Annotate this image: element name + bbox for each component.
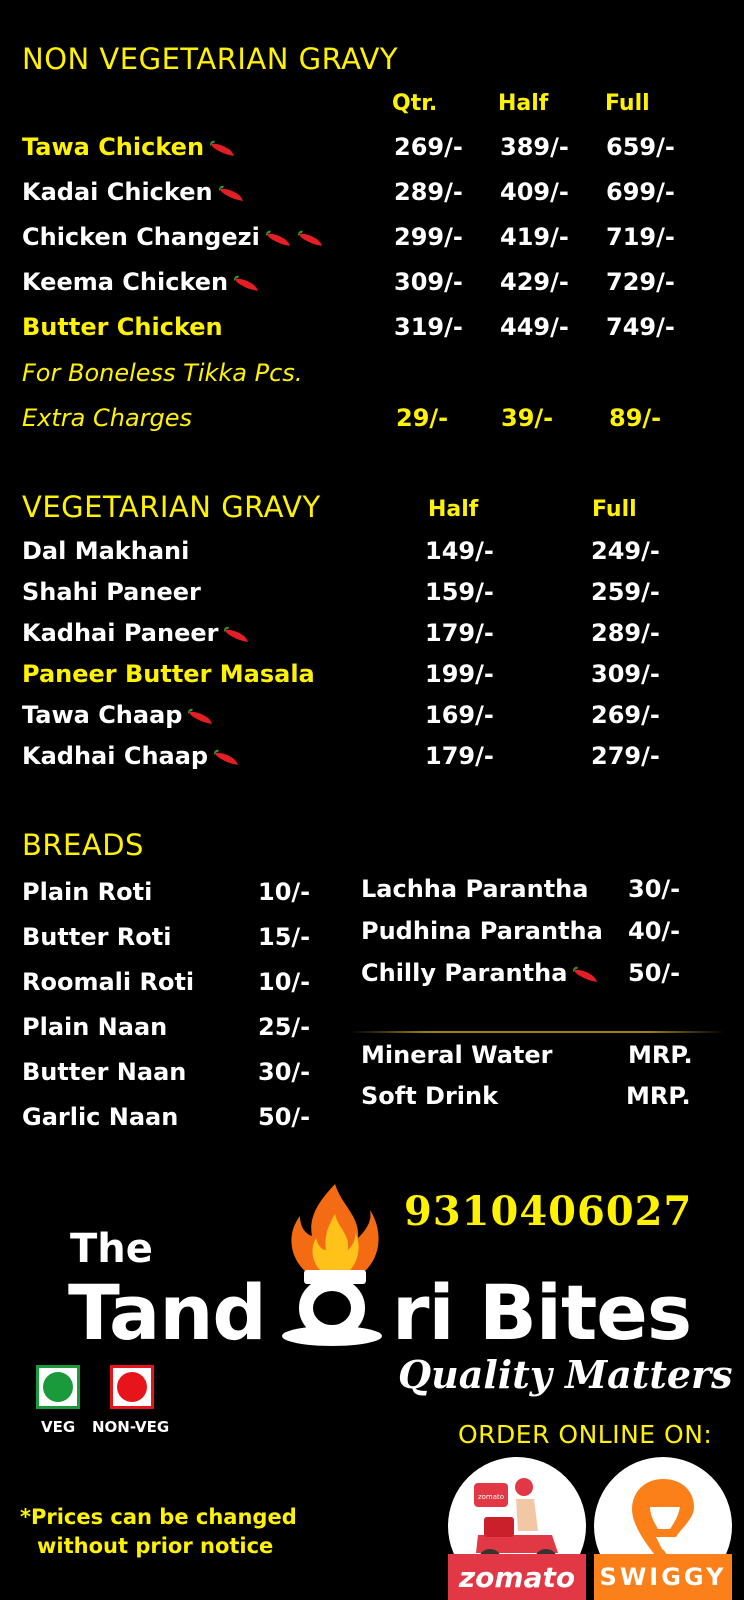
breads-section-title: BREADS [22,828,144,862]
item-name-text: Dal Makhani [22,537,190,565]
drink-item-name: Soft Drink [361,1082,499,1110]
bread-item-name: Plain Naan [22,1013,168,1041]
chili-icon [264,229,292,247]
drink-item-price: MRP. [626,1082,691,1110]
nonveg-item-price: 419/- [500,223,569,251]
bread-item-price: 10/- [258,968,311,996]
parantha-item-name [361,875,588,903]
nonveg-item-price: 429/- [500,268,569,296]
extra-price-qtr: 29/- [396,404,449,432]
bread-item-name: Roomali Roti [22,968,195,996]
parantha-item-price: 30/- [628,875,681,903]
bread-item-name: Plain Roti [22,878,153,906]
nonveg-item-price: 659/- [606,133,675,161]
bread-item-price: 25/- [258,1013,311,1041]
parantha-item-price: 40/- [628,917,681,945]
nonveg-header-full: Full [605,91,650,116]
nonveg-header-qtr: Qtr. [392,91,438,116]
bread-item-price: 30/- [258,1058,311,1086]
veg-item-price: 309/- [591,660,660,688]
item-name-text: Tawa Chicken [22,133,205,161]
nonveg-item-name [22,268,260,296]
veg-item-price: 159/- [425,578,494,606]
chili-icon [571,965,599,983]
item-name-text: Keema Chicken [22,268,229,296]
nonveg-item-price: 309/- [394,268,463,296]
veg-item-price: 269/- [591,701,660,729]
bread-item-name: Butter Naan [22,1058,187,1086]
veg-header-half: Half [428,497,479,522]
extra-charges-label: Extra Charges [22,404,193,432]
item-name-text: Tawa Chaap [22,701,183,729]
item-name-text: Butter Chicken [22,313,223,341]
veg-item-name [22,701,214,729]
chili-icon [217,184,245,202]
veg-header-full: Full [592,497,637,522]
bread-item-name: Butter Roti [22,923,172,951]
item-name-text: Kadai Chicken [22,178,213,206]
nonveg-label: NON-VEG [92,1418,170,1436]
chili-icon [232,274,260,292]
nonveg-item-name [22,133,236,161]
drink-item-price: MRP. [628,1041,693,1069]
item-name-text: Pudhina Parantha [361,917,603,945]
extra-price-full: 89/- [609,404,662,432]
item-name-text: Chicken Changezi [22,223,260,251]
nonveg-item-price: 729/- [606,268,675,296]
parantha-item-name [361,917,603,945]
nonveg-item-price: 719/- [606,223,675,251]
nonveg-item-price: 319/- [394,313,463,341]
bread-item-name: Garlic Naan [22,1103,179,1131]
nonveg-header-half: Half [498,91,549,116]
item-name-text: Paneer Butter Masala [22,660,315,688]
extra-price-half: 39/- [501,404,554,432]
nonveg-section-title: NON VEGETARIAN GRAVY [22,42,399,76]
nonveg-symbol-icon [110,1365,154,1409]
veg-item-price: 289/- [591,619,660,647]
zomato-label[interactable]: zomato [448,1554,586,1600]
item-name-text: Kadhai Paneer [22,619,219,647]
drink-item-name: Mineral Water [361,1041,553,1069]
logo-the: The [70,1226,153,1272]
veg-item-price: 149/- [425,537,494,565]
nonveg-item-price: 409/- [500,178,569,206]
veg-symbol-icon [36,1365,80,1409]
bread-item-price: 10/- [258,878,311,906]
bread-item-price: 15/- [258,923,311,951]
veg-item-price: 179/- [425,742,494,770]
nonveg-item-price: 269/- [394,133,463,161]
veg-item-price: 169/- [425,701,494,729]
nonveg-item-price: 299/- [394,223,463,251]
chili-icon [222,625,250,643]
veg-item-name [22,742,240,770]
nonveg-item-name [22,313,223,341]
swiggy-label[interactable]: SWIGGY [594,1554,732,1600]
veg-item-name [22,537,189,565]
item-name-text: Lachha Parantha [361,875,589,903]
nonveg-item-price: 389/- [500,133,569,161]
veg-item-name [22,578,201,606]
chili-icon [212,748,240,766]
price-note-line2: without prior notice [37,1534,274,1558]
phone-number: 9310406027 [404,1188,693,1235]
nonveg-item-price: 699/- [606,178,675,206]
nonveg-item-price: 449/- [500,313,569,341]
veg-item-price: 199/- [425,660,494,688]
nonveg-item-name [22,178,245,206]
item-name-text: Shahi Paneer [22,578,201,606]
parantha-item-price: 50/- [628,959,681,987]
order-online-label: ORDER ONLINE ON: [458,1420,713,1449]
nonveg-item-name [22,223,324,251]
chili-icon [208,139,236,157]
logo-tand: Tand [68,1268,266,1357]
nonveg-item-price: 749/- [606,313,675,341]
veg-section-title: VEGETARIAN GRAVY [22,490,321,524]
veg-item-price: 279/- [591,742,660,770]
veg-item-name [22,660,315,688]
logo-ri-bites: ri Bites [392,1268,692,1357]
chili-icon [186,707,214,725]
veg-item-price: 179/- [425,619,494,647]
veg-item-price: 249/- [591,537,660,565]
price-note-line1: *Prices can be changed [20,1505,297,1529]
breads-divider [350,1031,725,1033]
item-name-text: Chilly Parantha [361,959,568,987]
veg-item-price: 259/- [591,578,660,606]
zomato-box-text: zomato [477,1493,505,1501]
veg-label: VEG [41,1418,76,1436]
boneless-note: For Boneless Tikka Pcs. [22,359,303,387]
bread-item-price: 50/- [258,1103,311,1131]
item-name-text: Kadhai Chaap [22,742,209,770]
chili-icon [296,229,324,247]
nonveg-item-price: 289/- [394,178,463,206]
logo-tagline: Quality Matters [398,1352,733,1397]
parantha-item-name [361,959,599,987]
flame-icon [280,1176,390,1356]
veg-item-name [22,619,250,647]
